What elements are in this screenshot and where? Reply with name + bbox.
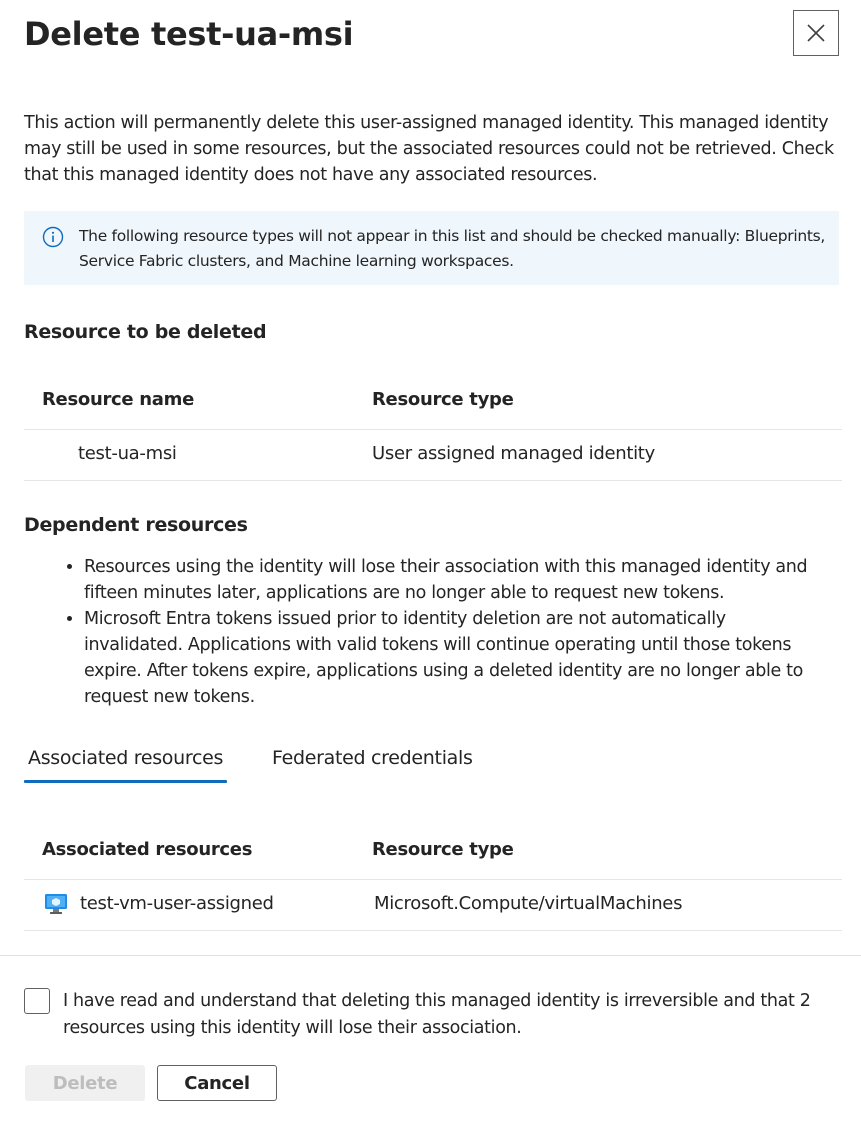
cancel-button[interactable]: Cancel <box>157 1065 277 1101</box>
column-header-resource-name: Resource name <box>42 389 195 410</box>
associated-resource-name-cell: test-vm-user-assigned <box>80 893 274 914</box>
resource-to-delete-table <box>24 366 842 481</box>
dialog-description: This action will permanently delete this user-assigned managed identity. This managed identity may still be used in some resources, but the associated resources could not be retrieved. Check that this managed identity does not have any associated resources. <box>24 113 834 185</box>
column-header-resource-type: Resource type <box>372 389 514 410</box>
delete-button[interactable]: Delete <box>25 1065 145 1101</box>
tab-bar <box>24 740 624 784</box>
list-item: • Resources using the identity will lose their association with this managed identity and fifteen minutes later, applications are no longer able to request new tokens. <box>84 554 824 606</box>
virtual-machine-icon <box>44 893 68 915</box>
resource-name-cell: test-ua-msi <box>78 443 177 464</box>
dependent-resources-heading: Dependent resources <box>24 514 248 536</box>
info-banner-text: The following resource types will not appear in this list and should be checked manually: Blueprints, Service Fabric clusters, and Machine learning workspaces. <box>79 227 826 270</box>
confirm-checkbox[interactable] <box>24 988 50 1014</box>
table-row <box>24 880 842 931</box>
table-header-row <box>24 366 842 430</box>
resource-to-delete-heading: Resource to be deleted <box>24 321 267 343</box>
dialog-title: Delete test-ua-msi <box>24 15 354 53</box>
column-header-associated-resources: Associated resources <box>42 839 253 860</box>
tab-federated-credentials[interactable]: Federated credentials <box>272 747 473 769</box>
table-row <box>24 430 842 481</box>
confirm-checkbox-label[interactable]: I have read and understand that deleting this managed identity is irreversible and that 2 resources using this identity will lose their association. <box>63 991 811 1038</box>
tab-associated-resources[interactable]: Associated resources <box>28 740 223 776</box>
close-icon <box>806 23 826 43</box>
associated-resources-table <box>24 816 842 931</box>
list-item: • Microsoft Entra tokens issued prior to identity deletion are not automatically invalidated. Applications with valid tokens will continue operating until those tokens expire. After tokens expire, applications using a deleted identity are no longer able to request new tokens. <box>84 606 824 710</box>
close-button[interactable] <box>793 10 839 56</box>
table-header-row <box>24 816 842 880</box>
column-header-resource-type: Resource type <box>372 839 514 860</box>
footer-divider <box>0 955 861 956</box>
info-icon <box>42 226 64 248</box>
info-banner <box>24 211 839 285</box>
associated-resource-type-cell: Microsoft.Compute/virtualMachines <box>374 893 683 914</box>
dependent-resources-list <box>24 554 824 710</box>
resource-type-cell: User assigned managed identity <box>372 443 655 464</box>
